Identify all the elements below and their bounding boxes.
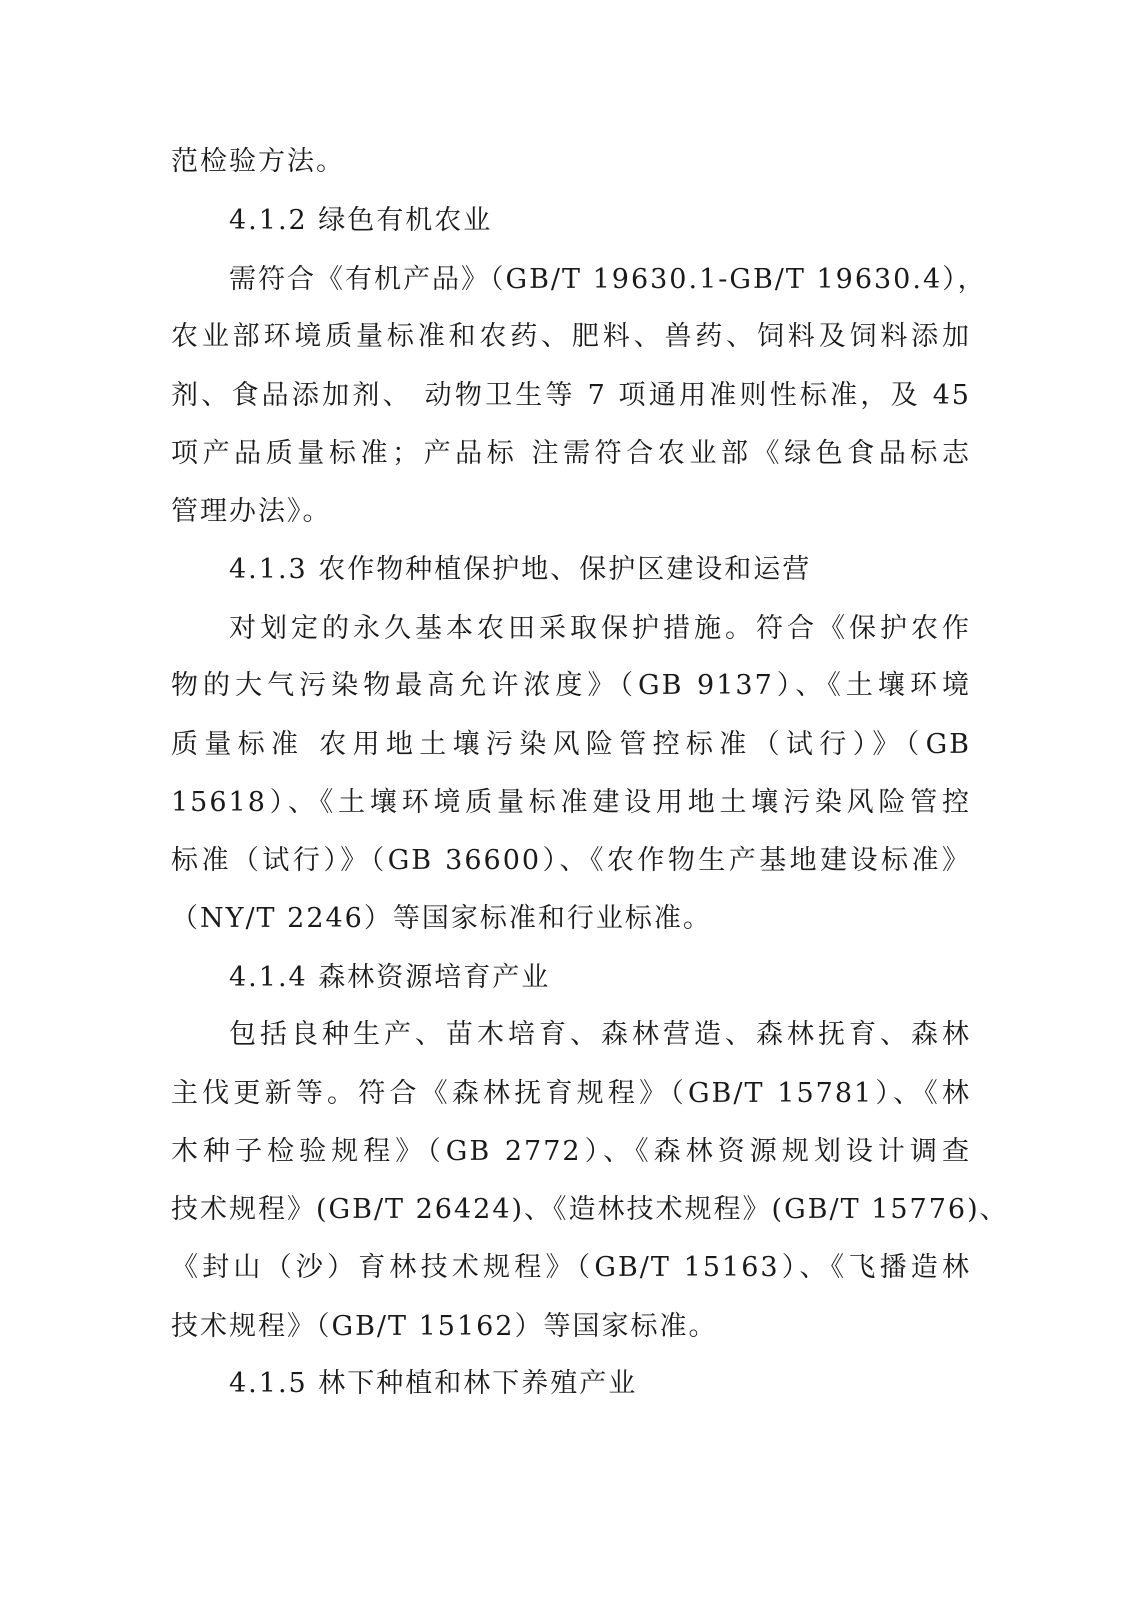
section-heading-4-1-5: 4.1.5 林下种植和林下养殖产业 <box>229 1368 638 1399</box>
paragraph-line: 标准（试行）》（GB 36600）、《农作物生产基地建设标准》 <box>171 845 971 876</box>
paragraph-line: 技术规程》(GB/T 26424)、《造林技术规程》(GB/T 15776)、 <box>171 1194 1009 1225</box>
section-heading-4-1-4: 4.1.4 森林资源培育产业 <box>229 962 551 993</box>
paragraph-line: 管理办法》。 <box>171 496 332 527</box>
paragraph-line: 技术规程》（GB/T 15162）等国家标准。 <box>171 1311 718 1342</box>
paragraph-line: 包括良种生产、苗木培育、森林营造、森林抚育、森林 <box>229 1019 971 1050</box>
paragraph-line: 农业部环境质量标准和农药、肥料、兽药、饲料及饲料添加 <box>171 321 971 352</box>
paragraph-line: 木种子检验规程》（GB 2772）、《森林资源规划设计调查 <box>171 1136 971 1167</box>
paragraph-line: 项产品质量标准；产品标 注需符合农业部《绿色食品标志 <box>171 438 971 469</box>
paragraph-line: 范检验方法。 <box>171 146 345 177</box>
paragraph-line: 15618）、《土壤环境质量标准建设用地土壤污染风险管控 <box>171 787 971 818</box>
paragraph-line: 《封山（沙）育林技术规程》（GB/T 15163）、《飞播造林 <box>171 1252 971 1283</box>
paragraph-line: 剂、食品添加剂、 动物卫生等 7 项通用准则性标准，及 45 <box>171 380 971 411</box>
paragraph-line: （NY/T 2246）等国家标准和行业标准。 <box>171 903 712 934</box>
paragraph-line: 主伐更新等。符合《森林抚育规程》（GB/T 15781）、《林 <box>171 1078 971 1109</box>
paragraph-line: 对划定的永久基本农田采取保护措施。符合《保护农作 <box>229 613 971 644</box>
paragraph-line: 质量标准 农用地土壤污染风险管控标准（试行）》（GB <box>171 729 971 760</box>
section-heading-4-1-2: 4.1.2 绿色有机农业 <box>229 205 493 236</box>
paragraph-line: 需符合《有机产品》（GB/T 19630.1-GB/T 19630.4）， <box>229 264 987 295</box>
section-heading-4-1-3: 4.1.3 农作物种植保护地、保护区建设和运营 <box>229 554 812 585</box>
paragraph-line: 物的大气污染物最高允许浓度》（GB 9137）、《土壤环境 <box>171 670 971 701</box>
